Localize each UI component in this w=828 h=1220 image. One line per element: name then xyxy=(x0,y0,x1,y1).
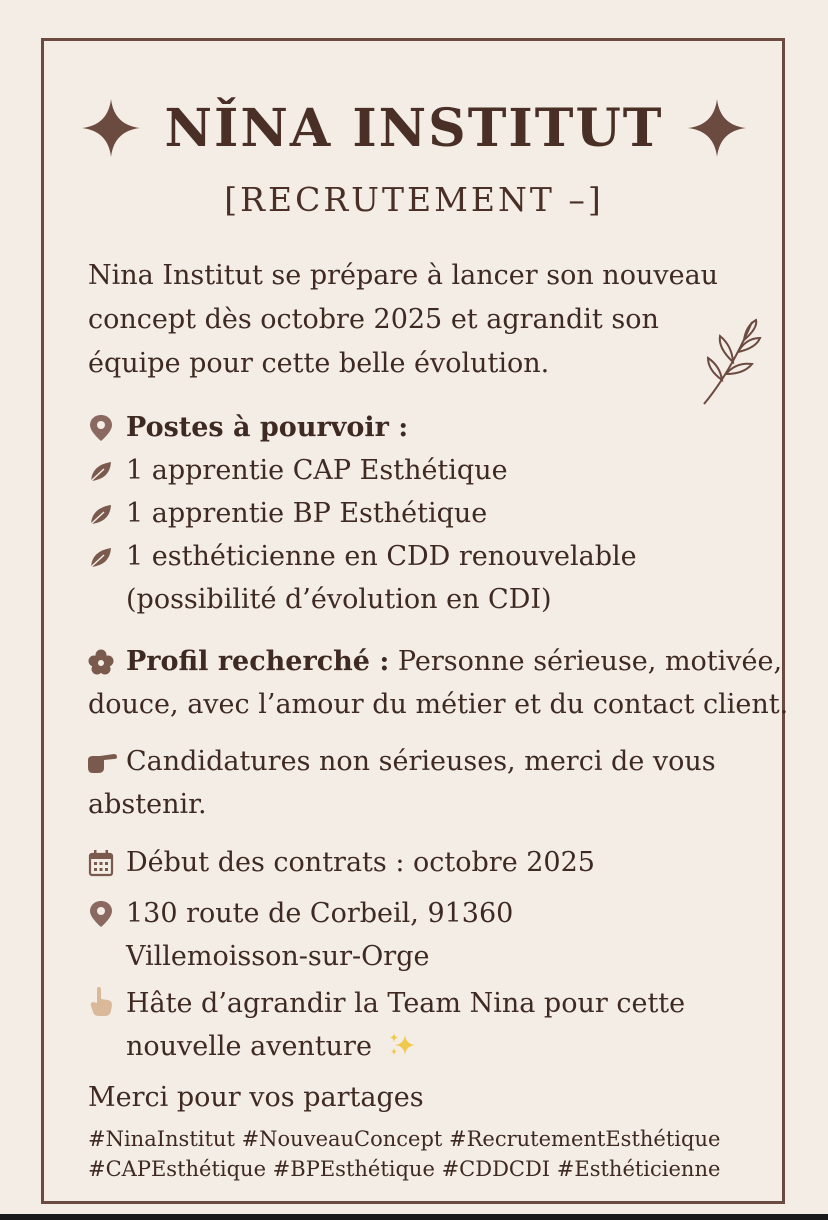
hand-pointing-up-icon xyxy=(88,986,114,1018)
debut-row xyxy=(88,841,595,884)
sparkles-icon xyxy=(387,1031,417,1059)
hashtags xyxy=(88,1124,720,1184)
calendar-icon xyxy=(88,849,114,877)
intro-line: concept dès octobre 2025 et agrandit son xyxy=(88,304,659,335)
pointing-hand-icon xyxy=(86,748,118,776)
map-pin-icon xyxy=(88,414,114,442)
poste-label: 1 apprentie BP Esthétique xyxy=(126,498,488,529)
poste-label: 1 apprentie CAP Esthétique xyxy=(126,455,508,486)
candidatures-row xyxy=(88,740,716,783)
hate-section xyxy=(88,982,685,1068)
debut-text: Début des contrats : octobre 2025 xyxy=(126,847,595,878)
leaf-icon xyxy=(88,457,114,485)
leaf-icon xyxy=(88,500,114,528)
poste-continuation: (possibilité d’évolution en CDI) xyxy=(126,584,552,615)
list-item xyxy=(88,492,637,535)
postes-heading: Postes à pourvoir : xyxy=(126,412,409,443)
candidatures-text: Candidatures non sérieuses, merci de vous xyxy=(126,746,716,777)
merci-text: Merci pour vos partages xyxy=(88,1082,424,1113)
page-title: NǏNA INSTITUT xyxy=(164,97,664,159)
intro-line: équipe pour cette belle évolution. xyxy=(88,348,550,379)
hashtag-line: #CAPEsthétique #BPEsthétique #CDDCDI #Esthéticienne xyxy=(88,1157,721,1181)
profil-label: Profil recherché : xyxy=(126,646,390,677)
postes-section xyxy=(88,406,637,621)
sparkle-right-icon xyxy=(686,97,748,159)
adresse-row xyxy=(88,892,513,935)
adresse-text: 130 route de Corbeil, 91360 xyxy=(126,898,514,929)
subtitle: [RECRUTEMENT –] xyxy=(224,180,604,219)
postes-heading-row xyxy=(88,406,637,449)
profil-text-cont: douce, avec l’amour du métier et du contact client. xyxy=(88,689,789,720)
leaf-branch-icon xyxy=(700,318,762,406)
poste-label: 1 esthéticienne en CDD renouvelable xyxy=(126,541,637,572)
list-item xyxy=(88,535,637,578)
merci-line xyxy=(88,1076,424,1119)
hate-text: Hâte d’agrandir la Team Nina pour cette xyxy=(126,988,686,1019)
hate-text-line2: nouvelle aventure xyxy=(126,1031,372,1062)
leaf-icon xyxy=(88,543,114,571)
profil-text: Personne sérieuse, motivée, xyxy=(389,646,783,677)
flower-icon xyxy=(88,648,114,676)
intro-paragraph xyxy=(88,254,758,386)
candidatures-text-cont: abstenir. xyxy=(88,789,207,820)
intro-line: Nina Institut se prépare à lancer son nouveau xyxy=(88,260,719,291)
adresse-section xyxy=(88,892,513,978)
hashtag-line: #NinaInstitut #NouveauConcept #RecrutementEsthétique xyxy=(88,1127,721,1151)
hate-row xyxy=(88,982,685,1025)
debut-section xyxy=(88,841,595,884)
title-row xyxy=(0,92,828,164)
hate-text-cont xyxy=(88,1025,685,1068)
map-pin-icon xyxy=(88,900,114,928)
adresse-text-cont: Villemoisson-sur-Orge xyxy=(126,941,430,972)
profil-section xyxy=(88,640,788,726)
profil-row xyxy=(88,640,788,683)
list-item xyxy=(88,449,637,492)
bottom-edge xyxy=(0,1214,828,1220)
sparkle-left-icon xyxy=(80,97,142,159)
candidatures-section xyxy=(88,740,716,826)
